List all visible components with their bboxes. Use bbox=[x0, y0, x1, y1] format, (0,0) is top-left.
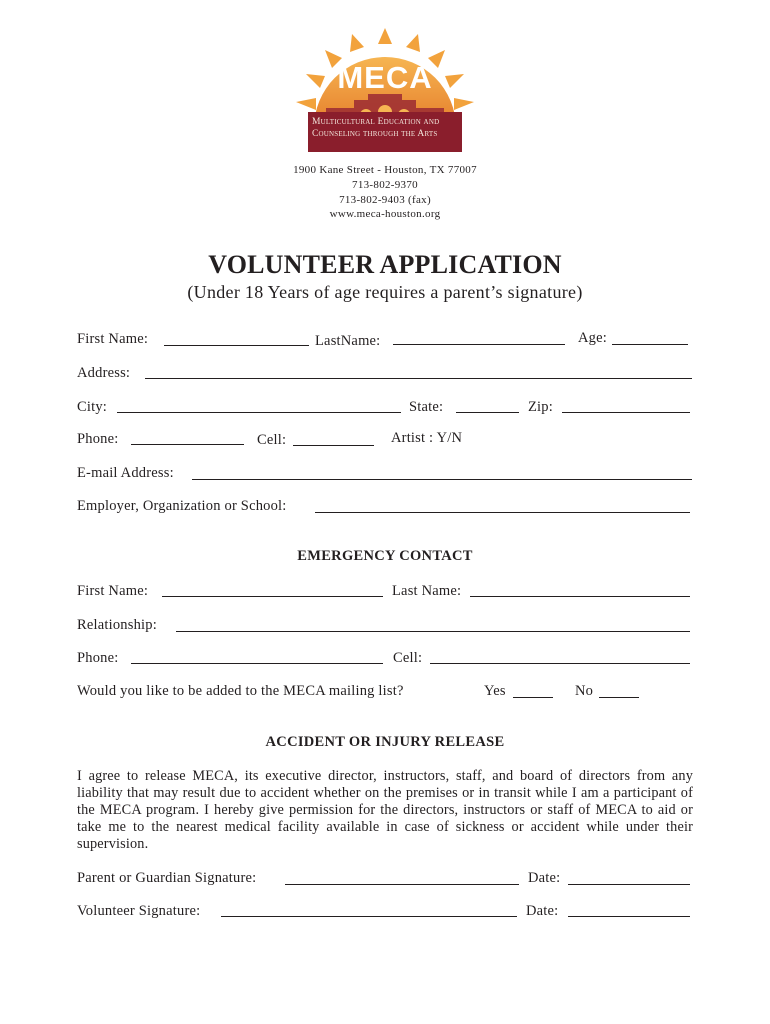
volunteer-date-label: Date: bbox=[526, 903, 559, 919]
volunteer-signature-field[interactable] bbox=[221, 916, 517, 917]
zip-field[interactable] bbox=[562, 412, 690, 413]
state-field[interactable] bbox=[456, 412, 519, 413]
zip-label: Zip: bbox=[528, 399, 553, 415]
phone-label: Phone: bbox=[77, 431, 119, 447]
release-text: I agree to release MECA, its executive director, instructors, staff, and board of directors from any liability that may result due to accident whether on the premises or in transit while I am a participant of the MECA program. I hereby give permission for the directors, instructors or staff of MECA to aid or take me to the nearest medical facility available in case of sickness or accident while under their supervision. bbox=[77, 768, 693, 852]
address-website: www.meca-houston.org bbox=[329, 208, 441, 220]
mailing-no-label: No bbox=[575, 683, 594, 699]
logo-wordmark: MECA bbox=[337, 60, 433, 95]
emergency-first-name-label: First Name: bbox=[77, 583, 149, 599]
age-field[interactable] bbox=[612, 344, 688, 345]
meca-logo bbox=[292, 28, 478, 157]
relationship-field[interactable] bbox=[176, 631, 690, 632]
address-phone: 713-802-9370 bbox=[352, 179, 418, 191]
email-label: E-mail Address: bbox=[77, 465, 174, 481]
emergency-cell-field[interactable] bbox=[430, 663, 690, 664]
parent-signature-label: Parent or Guardian Signature: bbox=[77, 870, 257, 886]
address-field[interactable] bbox=[145, 378, 692, 379]
first-name-field[interactable] bbox=[164, 345, 309, 346]
last-name-field[interactable] bbox=[393, 344, 565, 345]
page-subtitle: (Under 18 Years of age requires a parent’s signature) bbox=[187, 282, 583, 302]
emergency-last-name-label: Last Name: bbox=[392, 583, 462, 599]
release-heading: ACCIDENT OR INJURY RELEASE bbox=[265, 734, 505, 750]
logo-tagline-line1: Multicultural Education and bbox=[312, 117, 440, 127]
artist-label: Artist : Y/N bbox=[391, 430, 463, 446]
first-name-label: First Name: bbox=[77, 331, 149, 347]
city-label: City: bbox=[77, 399, 108, 415]
emergency-contact-heading: EMERGENCY CONTACT bbox=[297, 548, 473, 564]
parent-signature-field[interactable] bbox=[285, 884, 519, 885]
last-name-label: LastName: bbox=[315, 333, 381, 349]
mailing-list-question: Would you like to be added to the MECA mailing list? bbox=[77, 683, 404, 699]
emergency-last-name-field[interactable] bbox=[470, 596, 690, 597]
logo-tagline-line2: Counseling through the Arts bbox=[312, 129, 438, 139]
volunteer-date-field[interactable] bbox=[568, 916, 690, 917]
cell-label: Cell: bbox=[257, 432, 287, 448]
emergency-first-name-field[interactable] bbox=[162, 596, 383, 597]
emergency-cell-label: Cell: bbox=[393, 650, 423, 666]
address-label: Address: bbox=[77, 365, 131, 381]
city-field[interactable] bbox=[117, 412, 401, 413]
relationship-label: Relationship: bbox=[77, 617, 157, 633]
employer-field[interactable] bbox=[315, 512, 690, 513]
mailing-no-field[interactable] bbox=[599, 697, 639, 698]
age-label: Age: bbox=[578, 330, 607, 346]
employer-label: Employer, Organization or School: bbox=[77, 498, 287, 514]
page-title: VOLUNTEER APPLICATION bbox=[208, 250, 562, 279]
parent-date-label: Date: bbox=[528, 870, 561, 886]
cell-field[interactable] bbox=[293, 445, 374, 446]
parent-date-field[interactable] bbox=[568, 884, 690, 885]
volunteer-signature-label: Volunteer Signature: bbox=[77, 903, 201, 919]
state-label: State: bbox=[409, 399, 444, 415]
address-street: 1900 Kane Street - Houston, TX 77007 bbox=[293, 164, 477, 176]
phone-field[interactable] bbox=[131, 444, 244, 445]
email-field[interactable] bbox=[192, 479, 692, 480]
mailing-yes-label: Yes bbox=[484, 683, 506, 699]
mailing-yes-field[interactable] bbox=[513, 697, 553, 698]
address-fax: 713-802-9403 (fax) bbox=[339, 194, 431, 206]
emergency-phone-field[interactable] bbox=[131, 663, 383, 664]
emergency-phone-label: Phone: bbox=[77, 650, 119, 666]
